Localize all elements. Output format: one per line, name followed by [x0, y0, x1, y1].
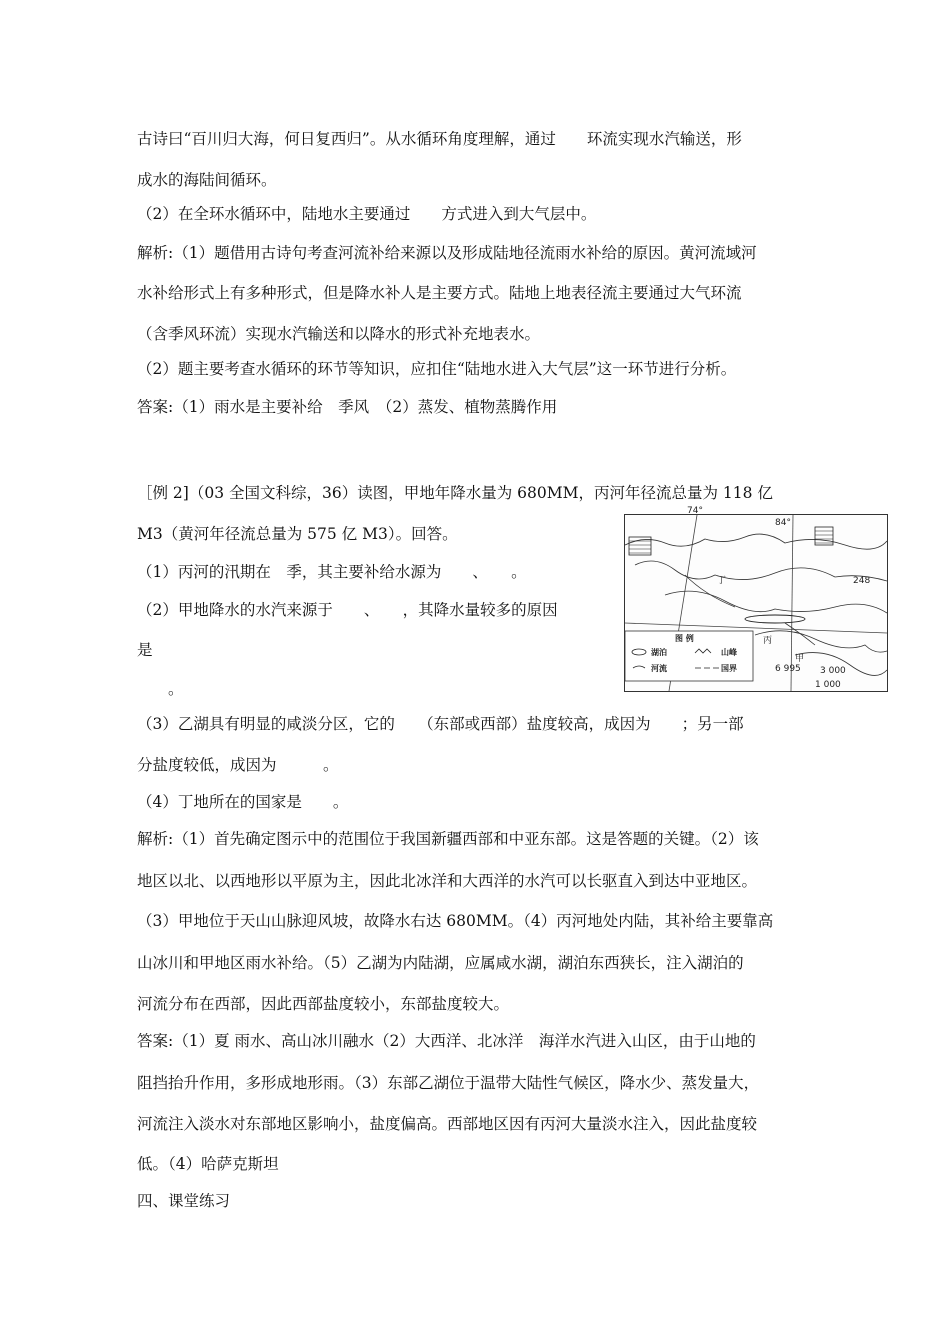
text-line: （3）甲地位于天山山脉迎风坡，故降水右达 680MM。（4）丙河地处内陆，其补给主要靠高 — [137, 912, 774, 930]
text-line: 解析:（1）首先确定图示中的范围位于我国新疆西部和中亚东部。这是答题的关键。（2）该 — [137, 830, 759, 848]
text-line: 山冰川和甲地区雨水补给。（5）乙湖为内陆湖，应属咸水湖，湖泊东西狭长，注入湖泊的 — [137, 954, 744, 972]
text-line: （含季风环流）实现水汽输送和以降水的形式补充地表水。 — [137, 325, 541, 343]
label-jia: 甲 — [795, 654, 805, 664]
text-line: 河流注入淡水对东部地区影响小，盐度偏高。西部地区因有丙河大量淡水注入，因此盐度较 — [137, 1115, 758, 1133]
text-line: （1）丙河的汛期在 季，其主要补给水源为 、 。 — [137, 563, 527, 581]
legend-river: 河流 — [651, 664, 667, 673]
text-line: 古诗曰“百川归大海，何日复西归”。从水循环角度理解，通过 环流实现水汽输送，形 — [137, 130, 742, 148]
region-map — [624, 506, 888, 692]
text-line: 。 — [137, 680, 184, 698]
longitude-label-84: 84° — [775, 518, 791, 528]
text-line: 河流分布在西部，因此西部盐度较小，东部盐度较大。 — [137, 995, 510, 1013]
legend-lake: 湖泊 — [651, 648, 667, 657]
text-line: 是 — [137, 641, 153, 659]
lake-shape — [815, 527, 833, 545]
text-line: 阻挡抬升作用，多形成地形雨。（3）东部乙湖位于温带大陆性气候区，降水少、蒸发量大， — [137, 1074, 760, 1092]
scale-label: 1 000 — [815, 680, 841, 690]
peak-label-2: 3 000 — [820, 666, 846, 676]
text-line: 水补给形式上有多种形式，但是降水补人是主要方式。陆地上地表径流主要通过大气环流 — [137, 284, 742, 302]
text-line: 答案:（1）夏 雨水、高山冰川融水（2）大西洋、北冰洋 海洋水汽进入山区，由于山地的 — [137, 1032, 756, 1050]
text-line: （4）丁地所在的国家是 。 — [137, 793, 349, 811]
text-line: 分盐度较低，成因为 。 — [137, 756, 339, 774]
text-line: ［例 2]（03 全国文科综，36）读图，甲地年降水量为 680MM，丙河年径流总量为 118 亿 — [137, 484, 773, 502]
river-bing — [785, 623, 815, 645]
text-line: （2）题主要考查水循环的环节等知识，应扣住“陆地水进入大气层”这一环节进行分析。 — [137, 360, 737, 378]
legend-title: 图 例 — [675, 634, 694, 643]
text-line: M3（黄河年径流总量为 575 亿 M3）。回答。 — [137, 525, 458, 543]
contour-line — [665, 591, 887, 613]
contour-line — [755, 631, 887, 652]
text-line: 答案:（1）雨水是主要补给 季风 （2）蒸发、植物蒸腾作用 — [137, 398, 558, 416]
label-ding: 丁 — [717, 576, 727, 586]
longitude-label-74: 74° — [687, 506, 703, 516]
legend-border: 国界 — [721, 664, 737, 673]
contour-line — [625, 534, 887, 549]
text-line: 地区以北、以西地形以平原为主，因此北冰洋和大西洋的水汽可以长驱直入到达中亚地区。 — [137, 872, 758, 890]
text-line: 解析:（1）题借用古诗句考查河流补给来源以及形成陆地径流雨水补给的原因。黄河流域河 — [137, 244, 757, 262]
text-line: （2）甲地降水的水汽来源于 、 ，其降水量较多的原因 — [137, 601, 558, 619]
legend-peak: 山峰 — [721, 648, 737, 657]
section-heading: 四、课堂练习 — [137, 1192, 231, 1210]
label-248: 248 — [853, 576, 871, 586]
text-line: 低。（4）哈萨克斯坦 — [137, 1155, 279, 1173]
text-line: 成水的海陆间循环。 — [137, 171, 277, 189]
contour-line — [635, 561, 887, 581]
text-line: （3）乙湖具有明显的咸淡分区，它的 （东部或西部）盐度较高，成因为 ；另一部 — [137, 715, 744, 733]
peak-label-1: 6 995 — [775, 664, 801, 674]
lake-yi — [745, 615, 805, 623]
label-bing: 丙 — [763, 636, 773, 646]
text-line: （2）在全环水循环中，陆地水主要通过 方式进入到大气层中。 — [137, 205, 597, 223]
